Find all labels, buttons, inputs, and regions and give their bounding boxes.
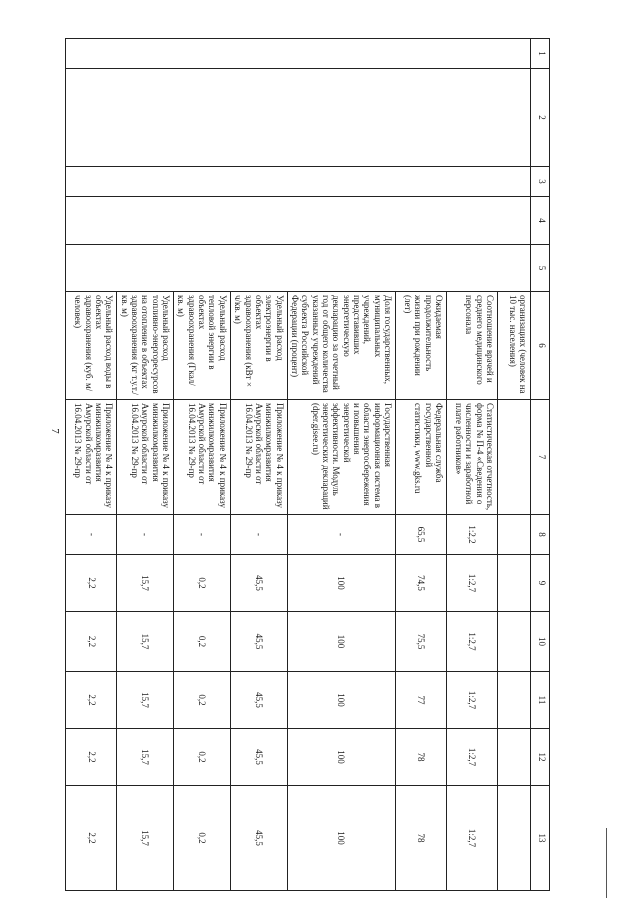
col-header-7: 7 [531,400,550,515]
value-col-9: 45,5 [230,555,287,612]
cell-empty-1 [66,39,531,69]
value-col-8: 65,5 [396,515,447,555]
source: Федеральная служба государственной статистики, www.gks.ru [396,400,447,515]
col-header-3: 3 [531,167,550,197]
value-col-10: 100 [287,612,395,672]
value-col-13: 1:2,7 [447,786,498,891]
header-row [531,39,550,891]
value-col-13: 78 [396,786,447,891]
value-col-12 [498,729,531,786]
indicator-name: организациях (человек на 10 тыс. населения) [498,292,531,400]
col-header-10: 10 [531,612,550,672]
value-col-13: 0,2 [174,786,231,891]
value-col-12: 2,2 [66,729,117,786]
table-container [73,38,550,890]
value-col-9: 0,2 [174,555,231,612]
indicator-name: Удельный расход тепловой энергии в объектах здравоохранения (Гкал/кв. м) [174,292,231,400]
indicator-name: Удельный расход электроэнергии в объектах здравоохранения (кВт × ч/кв. м) [230,292,287,400]
value-col-8: 1:2,2 [447,515,498,555]
value-col-13 [498,786,531,891]
col-header-6: 6 [531,292,550,400]
source: Приложение № 4 к приказу минжилкомразвития Амурской области от 16.04.2013 № 29-пр [174,400,231,515]
cell-empty-2 [66,69,531,167]
indicator-name: Ожидаемая продолжительность жизни при рождении (лет) [396,292,447,400]
value-col-9: 100 [287,555,395,612]
indicator-name: Удельный расход топливно-энергоресурсов на отопление в объектах здравоохранения (кг т.у.т./кв. м) [117,292,174,400]
value-col-10: 2,2 [66,612,117,672]
value-col-8: - [287,515,395,555]
value-col-12: 100 [287,729,395,786]
table-body [66,39,531,891]
source: Приложение № 4 к приказу минжилкомразвития Амурской области от 16.04.2013 № 29-пр [117,400,174,515]
col-header-13: 13 [531,786,550,891]
value-col-9 [498,555,531,612]
table-row [498,39,531,891]
value-col-12: 1:2,7 [447,729,498,786]
value-col-8: - [66,515,117,555]
col-header-2: 2 [531,69,550,167]
value-col-11: 100 [287,672,395,729]
source: Приложение № 4 к приказу минжилкомразвития Амурской области от 16.04.2013 № 29-пр [66,400,117,515]
value-col-11: 1:2,7 [447,672,498,729]
value-col-10: 1:2,7 [447,612,498,672]
col-header-9: 9 [531,555,550,612]
value-col-13: 45,5 [230,786,287,891]
value-col-8: - [117,515,174,555]
indicator-name: Удельный расход воды в объектах здравоохранения (куб. м/человек) [66,292,117,400]
col-header-8: 8 [531,515,550,555]
value-col-11: 0,2 [174,672,231,729]
value-col-10 [498,612,531,672]
source: Приложение № 4 к приказу минжилкомразвития Амурской области от 16.04.2013 № 29-пр [230,400,287,515]
source [498,400,531,515]
value-col-12: 0,2 [174,729,231,786]
value-col-13: 15,7 [117,786,174,891]
col-header-1: 1 [531,39,550,69]
value-col-9: 1:2,7 [447,555,498,612]
cell-empty-4 [66,197,531,245]
indicators-table [65,38,550,891]
value-col-10: 15,7 [117,612,174,672]
value-col-12: 45,5 [230,729,287,786]
value-col-12: 78 [396,729,447,786]
indicator-name: Соотношение врачей и среднего медицинского персонала [447,292,498,400]
col-header-12: 12 [531,729,550,786]
source: Статистическая отчетность, форма № П-4 «Сведения о численности и заработной плате работников» [447,400,498,515]
value-col-9: 74,5 [396,555,447,612]
value-col-11 [498,672,531,729]
value-col-13: 2,2 [66,786,117,891]
value-col-11: 15,7 [117,672,174,729]
source: Государственная информационная система в области энергосбережения и повышения энергетической эффективности. Модуль энергетических деклараций (dper.gisee.ru) [287,400,395,515]
value-col-13: 100 [287,786,395,891]
value-col-9: 2,2 [66,555,117,612]
scan-edge-line [606,828,607,898]
value-col-8 [498,515,531,555]
cell-empty-3 [66,167,531,197]
col-header-5: 5 [531,245,550,292]
value-col-8: - [230,515,287,555]
value-col-11: 2,2 [66,672,117,729]
indicator-name: Доля государственных, муниципальных учреждений, представивших энергетическую декларацию за отчетный год от общего количества указанных учреждений субъекта Российской Федерации (процент) [287,292,395,400]
page-number: 7 [48,428,61,434]
value-col-11: 45,5 [230,672,287,729]
value-col-10: 45,5 [230,612,287,672]
rotated-table [73,38,550,890]
value-col-11: 77 [396,672,447,729]
value-col-10: 75,5 [396,612,447,672]
col-header-4: 4 [531,197,550,245]
value-col-8: - [174,515,231,555]
cell-empty-5 [66,245,531,292]
value-col-9: 15,7 [117,555,174,612]
value-col-12: 15,7 [117,729,174,786]
value-col-10: 0,2 [174,612,231,672]
col-header-11: 11 [531,672,550,729]
